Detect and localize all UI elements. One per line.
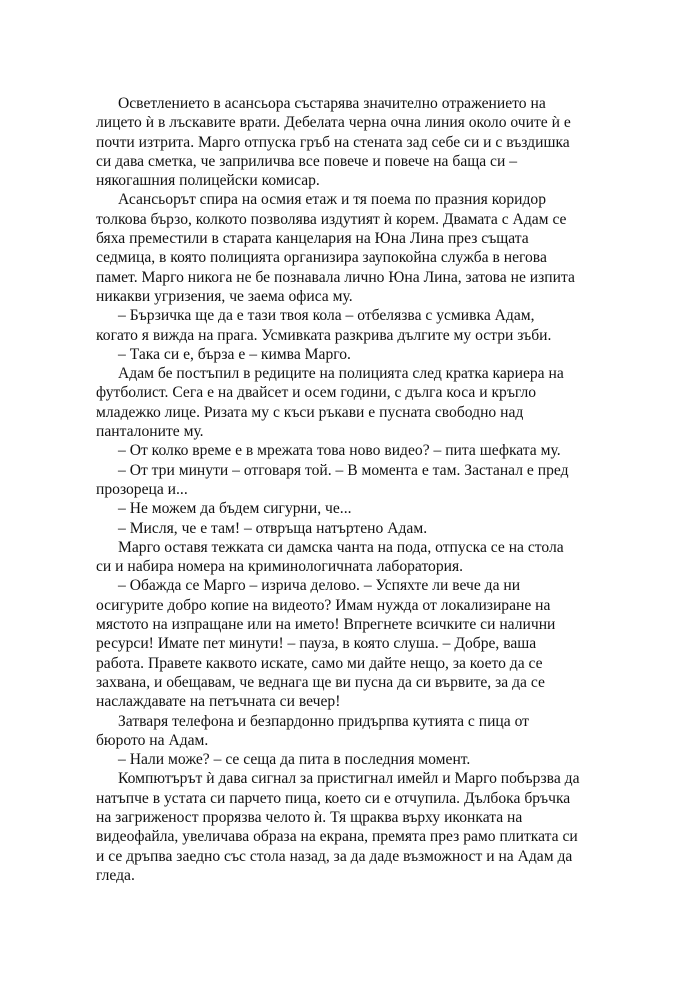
text-line: – Нали може? – се сеща да пита в последния момент. <box>118 751 471 769</box>
text-line: Марго оставя тежката си дамска чанта на пода, отпуска се на стола <box>118 538 564 556</box>
text-line: мястото на изпращане или на името! Впрегнете всичките си налични <box>96 616 556 634</box>
paragraph <box>96 576 606 711</box>
paragraph <box>96 190 606 306</box>
text-line: Адам бе постъпил в редиците на полицията след кратка кариера на <box>118 365 564 383</box>
text-line: когато я вижда на прага. Усмивката разкрива дългите му остри зъби. <box>96 326 552 344</box>
body-text <box>96 94 606 885</box>
text-line: ресурси! Имате пет минути! – пауза, в която слуша. – Добре, ваша <box>96 635 537 653</box>
paragraph <box>96 750 606 769</box>
text-line: наслаждавате на петъчната си вечер! <box>96 693 341 711</box>
paragraph <box>96 538 606 577</box>
text-line: осигурите добро копие на видеото? Имам нужда от локализиране на <box>96 596 551 614</box>
text-line: никакви угризения, че заема офиса му. <box>96 287 353 305</box>
text-line: панталоните му. <box>96 423 204 441</box>
paragraph <box>96 461 606 500</box>
text-line: – От три минути – отговаря той. – В момента е там. Застанал е пред <box>118 461 569 479</box>
paragraph <box>96 306 606 345</box>
paragraph <box>96 364 606 441</box>
text-line: захвана, и обещавам, че веднага ще ви пусна да си вървите, за да се <box>96 673 545 691</box>
text-line: – Не можем да бъдем сигурни, че... <box>118 500 352 518</box>
text-line: видеофайла, увеличава образа на екрана, премята през рамо плитката си <box>96 828 578 846</box>
text-line: младежко лице. Ризата му с къси ръкави е пусната свободно над <box>96 403 524 421</box>
paragraph <box>96 94 606 190</box>
paragraph <box>96 712 606 751</box>
text-line: Осветлението в асансьора състарява значително отражението на <box>118 95 546 112</box>
text-line: лицето ѝ в лъскавите врати. Дебелата черна очна линия около очите ѝ е <box>96 114 571 132</box>
text-line: бяха преместили в старата канцелария на Юна Лина през същата <box>96 230 529 248</box>
text-line: – Така си е, бърза е – кимва Марго. <box>118 345 351 363</box>
text-line: работа. Правете каквото искате, само ми дайте нещо, за което да се <box>96 654 543 672</box>
text-line: – Обажда се Марго – изрича делово. – Успяхте ли вече да ни <box>118 577 521 595</box>
paragraph <box>96 519 606 538</box>
text-line: на загриженост прорязва челото ѝ. Тя щраква върху иконката на <box>96 808 523 826</box>
text-line: – От колко време е в мрежата това ново видео? – пита шефката му. <box>118 442 561 460</box>
text-line: седмица, в която полицията организира заупокойна служба в негова <box>96 249 547 267</box>
text-line: Затваря телефона и безпардонно придърпва кутията с пица от <box>118 712 529 730</box>
text-line: Асансьорът спира на осмия етаж и тя поема по празния коридор <box>118 191 546 209</box>
text-line: – Бързичка ще да е тази твоя кола – отбелязва с усмивка Адам, <box>118 307 535 325</box>
paragraph <box>96 499 606 518</box>
text-line: си дава сметка, че заприличва все повече и повече на баща си – <box>96 152 518 170</box>
text-line: си и набира номера на криминологичната лаборатория. <box>96 558 464 576</box>
text-line: и се дръпва заедно със стола назад, за да даде възможност и на Адам да <box>96 847 573 865</box>
text-line: някогашния полицейски комисар. <box>96 172 320 190</box>
paragraph <box>96 769 606 885</box>
text-line: памет. Марго никога не бе познавала лично Юна Лина, затова не изпита <box>96 268 575 286</box>
paragraph <box>96 345 606 364</box>
text-line: почти изтрита. Марго отпуска гръб на стената зад себе си и с въздишка <box>96 133 570 151</box>
text-line: бюрото на Адам. <box>96 731 209 749</box>
text-line: толкова бързо, колкото позволява издутият ѝ корем. Двамата с Адам се <box>96 210 567 228</box>
paragraph <box>96 441 606 460</box>
text-line: прозореца и... <box>96 480 188 498</box>
text-line: Компютърът ѝ дава сигнал за пристигнал имейл и Марго побързва да <box>118 770 580 788</box>
text-line: футболист. Сега е на двайсет и осем години, с дълга коса и кръгло <box>96 384 537 402</box>
text-line: гледа. <box>96 866 135 884</box>
text-line: натъпче в устата си парчето пица, което си е отчупила. Дълбока бръчка <box>96 789 571 807</box>
text-line: – Мисля, че е там! – отвръща натъртено Адам. <box>118 519 428 537</box>
